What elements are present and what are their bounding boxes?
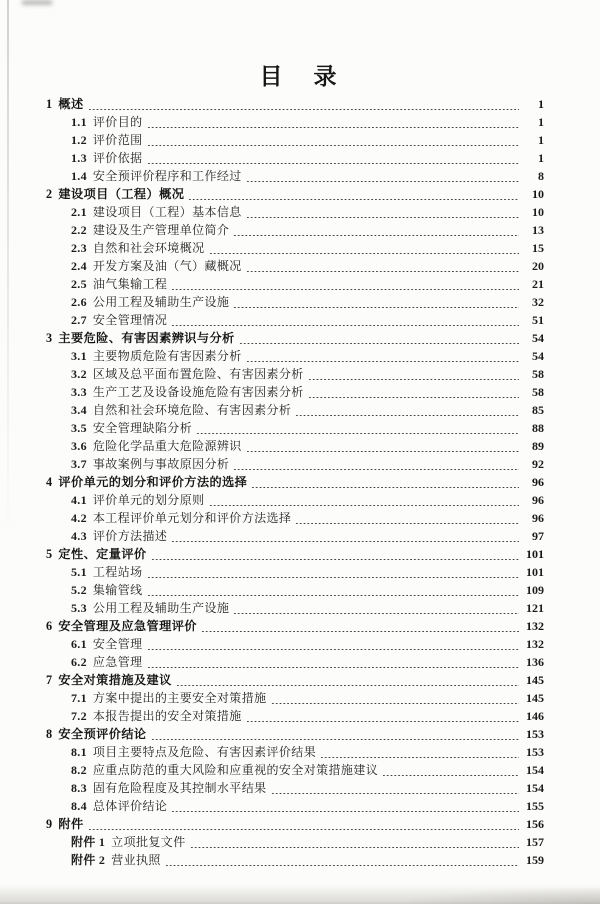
entry-label: 评价目的 (92, 115, 143, 129)
dot-leader (147, 142, 519, 146)
entry-page-number: 96 (532, 511, 544, 525)
entry-number: 4 (46, 475, 53, 489)
entry-label: 区域及总平面布置危险、有害因素分析 (92, 367, 304, 381)
entry-number: 8.2 (71, 763, 87, 777)
entry-page-number: 96 (532, 475, 544, 489)
toc-entry (46, 311, 544, 329)
entry-page-number: 101 (526, 547, 544, 561)
dot-leader (171, 322, 519, 326)
toc-entry (46, 599, 544, 617)
entry-page-number: 146 (526, 709, 544, 723)
entry-label: 安全管理缺陷分析 (92, 421, 193, 435)
entry-label: 公用工程及辅助生产设施 (92, 295, 230, 309)
entry-page-number: 92 (532, 457, 544, 471)
entry-page-number: 109 (526, 583, 544, 597)
dot-leader (233, 610, 519, 614)
dot-leader (246, 718, 519, 722)
toc-entry (46, 851, 544, 869)
entry-page-number: 32 (532, 295, 544, 309)
entry-number: 4.1 (71, 493, 87, 507)
entry-label: 自然和社会环境危险、有害因素分析 (92, 403, 292, 417)
entry-label: 生产工艺及设备设施危险有害因素分析 (92, 385, 304, 399)
entry-number: 8.4 (71, 799, 87, 813)
scan-smudge-artifact (22, 0, 52, 5)
entry-label: 应急管理 (92, 655, 143, 669)
toc-entry (46, 365, 544, 383)
toc-entry (46, 203, 544, 221)
entry-label: 建设项目（工程）基本信息 (92, 205, 242, 219)
entry-page-number: 1 (538, 97, 544, 111)
entry-number: 2.5 (71, 277, 87, 291)
entry-label: 项目主要特点及危险、有害因素评价结果 (92, 745, 317, 759)
entry-label: 本工程评价单元划分和评价方法选择 (92, 511, 292, 525)
entry-number: 6.2 (71, 655, 87, 669)
toc-entry (46, 167, 544, 185)
toc-entry (46, 563, 544, 581)
entry-number: 2.6 (71, 295, 87, 309)
entry-page-number: 15 (532, 241, 544, 255)
dot-leader (271, 700, 519, 704)
entry-label: 安全管理情况 (92, 313, 168, 327)
entry-label: 安全对策措施及建议 (58, 673, 172, 687)
dot-leader (233, 466, 519, 470)
entry-page-number: 157 (526, 835, 544, 849)
entry-page-number: 132 (526, 637, 544, 651)
entry-label: 事故案例与事故原因分析 (92, 457, 230, 471)
dot-leader (251, 484, 519, 488)
dot-leader (188, 196, 519, 200)
dot-leader (295, 520, 519, 524)
entry-page-number: 153 (526, 727, 544, 741)
toc-entry (46, 95, 544, 113)
dot-leader (233, 304, 519, 308)
entry-page-number: 121 (526, 601, 544, 615)
entry-number: 5.2 (71, 583, 87, 597)
toc-entry (46, 275, 544, 293)
dot-leader (308, 376, 519, 380)
dot-leader (233, 232, 519, 236)
entry-number: 2.7 (71, 313, 87, 327)
entry-label: 工程站场 (92, 565, 143, 579)
toc-list (46, 95, 544, 869)
entry-page-number: 1 (538, 151, 544, 165)
entry-number: 1.2 (71, 133, 87, 147)
dot-leader (147, 160, 519, 164)
entry-page-number: 10 (532, 205, 544, 219)
entry-number: 8.1 (71, 745, 87, 759)
entry-label: 立项批复文件 (111, 835, 186, 849)
entry-page-number: 21 (532, 277, 544, 291)
toc-entry (46, 581, 544, 599)
dot-leader (151, 736, 519, 740)
dot-leader (382, 772, 519, 776)
dot-leader (165, 862, 519, 866)
entry-page-number: 153 (526, 745, 544, 759)
toc-entry (46, 473, 544, 491)
entry-page-number: 51 (532, 313, 544, 327)
entry-number: 附件 2 (71, 853, 106, 867)
toc-entry (46, 743, 544, 761)
entry-page-number: 54 (532, 349, 544, 363)
toc-entry (46, 707, 544, 725)
entry-number: 7.2 (71, 709, 87, 723)
entry-page-number: 13 (532, 223, 544, 237)
entry-page-number: 20 (532, 259, 544, 273)
dot-leader (190, 844, 519, 848)
toc-entry (46, 527, 544, 545)
entry-label: 安全管理及应急管理评价 (58, 619, 197, 633)
entry-label: 安全预评价结论 (58, 727, 147, 741)
toc-entry (46, 347, 544, 365)
toc-entry (46, 437, 544, 455)
toc-entry (46, 509, 544, 527)
dot-leader (147, 574, 519, 578)
toc-entry (46, 725, 544, 743)
entry-number: 2.2 (71, 223, 87, 237)
dot-leader (151, 556, 519, 560)
toc-entry (46, 131, 544, 149)
entry-number: 5.1 (71, 565, 87, 579)
entry-number: 5 (46, 547, 53, 561)
entry-number: 9 (46, 817, 53, 831)
entry-label: 定性、定量评价 (58, 547, 147, 561)
entry-label: 开发方案及油（气）藏概况 (92, 259, 242, 273)
entry-number: 4.2 (71, 511, 87, 525)
entry-number: 1 (46, 97, 53, 111)
entry-label: 应重点防范的重大风险和应重视的安全对策措施建议 (92, 763, 379, 777)
entry-number: 3.1 (71, 349, 87, 363)
dot-leader (271, 790, 519, 794)
toc-entry (46, 455, 544, 473)
dot-leader (246, 178, 519, 182)
toc-entry (46, 671, 544, 689)
toc-entry (46, 293, 544, 311)
entry-label: 固有危险程度及其控制水平结果 (92, 781, 267, 795)
dot-leader (147, 646, 519, 650)
dot-leader (246, 268, 519, 272)
entry-label: 评价范围 (92, 133, 143, 147)
toc-entry (46, 617, 544, 635)
toc-entry (46, 545, 544, 563)
toc-entry (46, 761, 544, 779)
entry-label: 油气集输工程 (92, 277, 168, 291)
toc-entry (46, 257, 544, 275)
toc-entry (46, 401, 544, 419)
toc-entry (46, 221, 544, 239)
toc-entry (46, 833, 544, 851)
entry-label: 集输管线 (92, 583, 143, 597)
entry-number: 8 (46, 727, 53, 741)
dot-leader (295, 412, 519, 416)
entry-number: 3.4 (71, 403, 87, 417)
dot-leader (88, 106, 519, 110)
dot-leader (147, 592, 519, 596)
dot-leader (171, 286, 519, 290)
entry-number: 2.4 (71, 259, 87, 273)
dot-leader (246, 448, 519, 452)
entry-label: 附件 (58, 817, 84, 831)
entry-number: 8.3 (71, 781, 87, 795)
entry-number: 3 (46, 331, 53, 345)
entry-label: 建设项目（工程）概况 (58, 187, 185, 201)
toc-entry (46, 185, 544, 203)
entry-number: 附件 1 (71, 835, 106, 849)
entry-number: 5.3 (71, 601, 87, 615)
entry-number: 3.6 (71, 439, 87, 453)
dot-leader (239, 340, 519, 344)
entry-label: 评价方法描述 (92, 529, 168, 543)
dot-leader (209, 502, 519, 506)
toc-entry (46, 689, 544, 707)
entry-label: 安全预评价程序和工作经过 (92, 169, 242, 183)
toc-entry (46, 491, 544, 509)
entry-number: 2 (46, 187, 53, 201)
entry-label: 自然和社会环境概况 (92, 241, 205, 255)
scan-corner-shadow (410, 888, 600, 904)
entry-number: 4.3 (71, 529, 87, 543)
entry-page-number: 8 (538, 169, 544, 183)
entry-label: 公用工程及辅助生产设施 (92, 601, 230, 615)
entry-label: 主要物质危险有害因素分析 (92, 349, 242, 363)
entry-label: 营业执照 (111, 853, 161, 867)
entry-label: 评价单元的划分和评价方法的选择 (58, 475, 248, 489)
toc-entry (46, 779, 544, 797)
toc-entry (46, 383, 544, 401)
entry-page-number: 155 (526, 799, 544, 813)
entry-label: 总体评价结论 (92, 799, 168, 813)
entry-number: 2.1 (71, 205, 87, 219)
entry-label: 评价依据 (92, 151, 143, 165)
entry-label: 方案中提出的主要安全对策措施 (92, 691, 267, 705)
entry-label: 建设及生产管理单位简介 (92, 223, 230, 237)
toc-entry (46, 815, 544, 833)
entry-number: 1.1 (71, 115, 87, 129)
dot-leader (171, 538, 519, 542)
entry-number: 1.4 (71, 169, 87, 183)
entry-number: 3.2 (71, 367, 87, 381)
entry-page-number: 136 (526, 655, 544, 669)
dot-leader (320, 754, 519, 758)
dot-leader (88, 826, 519, 830)
entry-label: 概述 (58, 97, 84, 111)
entry-page-number: 89 (532, 439, 544, 453)
entry-number: 2.3 (71, 241, 87, 255)
entry-page-number: 97 (532, 529, 544, 543)
entry-label: 评价单元的划分原则 (92, 493, 205, 507)
entry-page-number: 1 (538, 133, 544, 147)
toc-entry (46, 797, 544, 815)
entry-number: 1.3 (71, 151, 87, 165)
toc-entry (46, 113, 544, 131)
entry-page-number: 96 (532, 493, 544, 507)
entry-page-number: 58 (532, 385, 544, 399)
entry-page-number: 154 (526, 781, 544, 795)
dot-leader (246, 358, 519, 362)
entry-number: 3.7 (71, 457, 87, 471)
toc-entry (46, 635, 544, 653)
page-title: 目 录 (259, 64, 341, 89)
entry-page-number: 154 (526, 763, 544, 777)
toc-entry (46, 239, 544, 257)
entry-number: 7.1 (71, 691, 87, 705)
entry-page-number: 132 (526, 619, 544, 633)
entry-page-number: 101 (526, 565, 544, 579)
entry-page-number: 54 (532, 331, 544, 345)
dot-leader (308, 394, 519, 398)
dot-leader (201, 628, 519, 632)
entry-page-number: 88 (532, 421, 544, 435)
entry-page-number: 1 (538, 115, 544, 129)
toc-entry (46, 329, 544, 347)
entry-page-number: 85 (532, 403, 544, 417)
dot-leader (147, 664, 519, 668)
entry-page-number: 145 (526, 673, 544, 687)
dot-leader (176, 682, 519, 686)
entry-page-number: 159 (526, 853, 544, 867)
entry-page-number: 145 (526, 691, 544, 705)
dot-leader (171, 808, 519, 812)
entry-number: 6 (46, 619, 53, 633)
entry-label: 本报告提出的安全对策措施 (92, 709, 242, 723)
toc-entry (46, 653, 544, 671)
dot-leader (246, 214, 519, 218)
entry-page-number: 10 (532, 187, 544, 201)
dot-leader (196, 430, 519, 434)
entry-number: 7 (46, 673, 53, 687)
entry-number: 3.3 (71, 385, 87, 399)
entry-label: 安全管理 (92, 637, 143, 651)
entry-page-number: 58 (532, 367, 544, 381)
toc-entry (46, 149, 544, 167)
dot-leader (147, 124, 519, 128)
toc-entry (46, 419, 544, 437)
dot-leader (209, 250, 519, 254)
entry-label: 危险化学品重大危险源辨识 (92, 439, 242, 453)
entry-number: 6.1 (71, 637, 87, 651)
entry-label: 主要危险、有害因素辨识与分析 (58, 331, 235, 345)
scan-bottom-shadow (0, 884, 600, 904)
entry-number: 3.5 (71, 421, 87, 435)
entry-page-number: 156 (526, 817, 544, 831)
